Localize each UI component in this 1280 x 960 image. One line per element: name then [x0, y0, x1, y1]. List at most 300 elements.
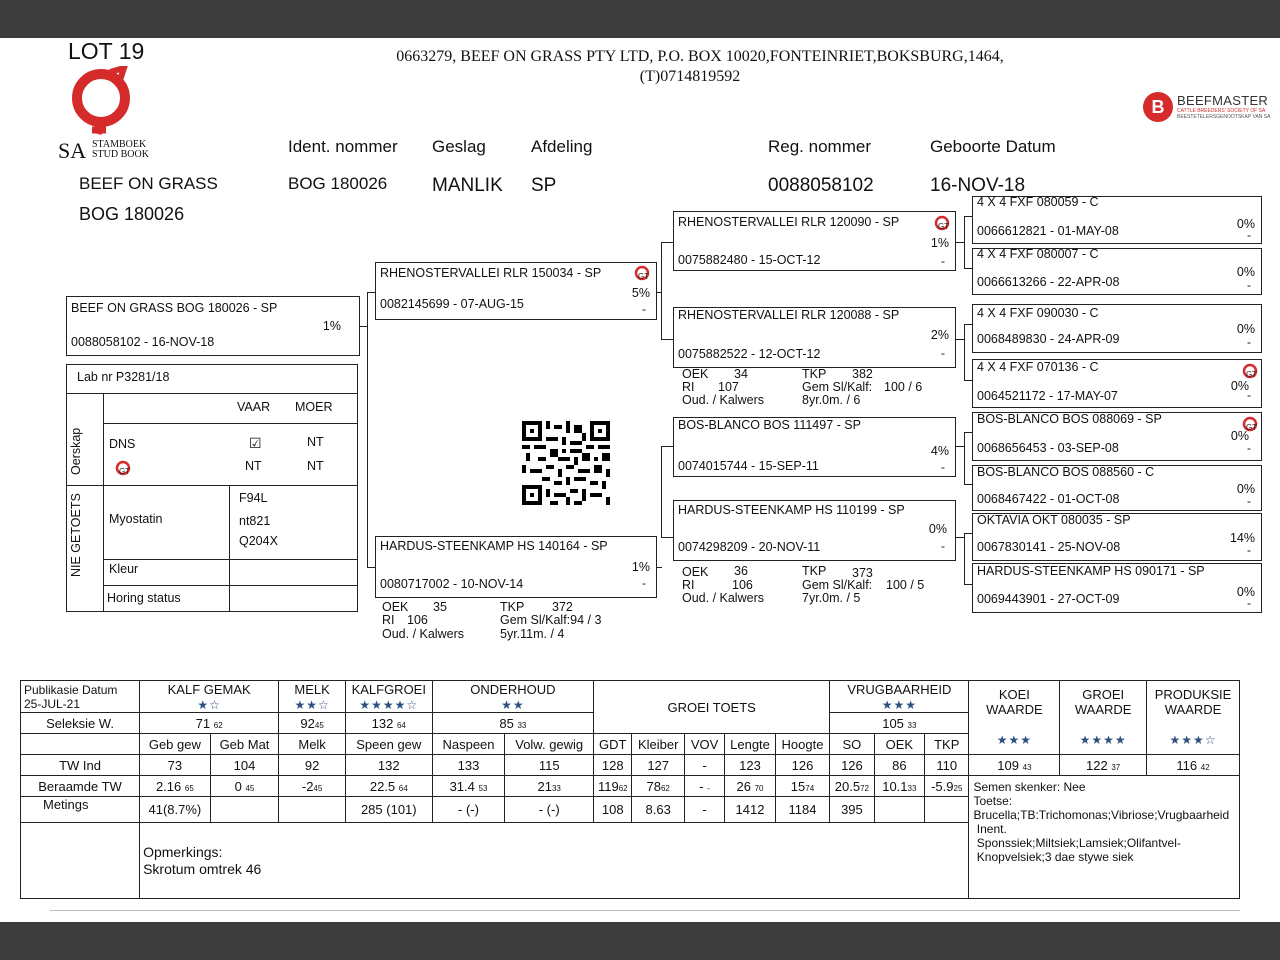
pub-label: Publikasie Datum: [24, 682, 118, 697]
dam-box: [375, 536, 657, 598]
btw-value: [830, 776, 874, 797]
lab-divider-4: [103, 559, 357, 560]
dam-tkp-label: TKP: [500, 600, 525, 614]
gp-gem-label: Gem Sl/Kalf:: [802, 578, 873, 592]
bottom-dark-bar: [0, 922, 1280, 960]
connector-line: [661, 242, 662, 340]
performance-table: [20, 680, 1240, 899]
accuracy: 70: [754, 783, 764, 793]
grandparent-box: [673, 417, 956, 477]
tw-value: 115: [505, 755, 594, 776]
accuracy: 37: [1111, 762, 1121, 772]
lab-divider: [67, 393, 357, 394]
tw-index: [969, 755, 1060, 776]
toetse-line: Knopvelsiek;3 dae stywe siek: [976, 850, 1134, 864]
ggp-dash: -: [1247, 596, 1251, 610]
svg-text:GT: GT: [1246, 423, 1258, 432]
stars-rating: ★★☆: [294, 697, 330, 712]
pub-date-cell: [21, 681, 140, 713]
tw-value: 104: [210, 755, 279, 776]
grandparent-name: HARDUS-STEENKAMP HS 110199 - SP: [678, 503, 905, 517]
seleksie-value: [345, 713, 432, 734]
value: 10.1: [882, 778, 908, 794]
ggp-pct: 0%: [1236, 217, 1255, 231]
svg-text:GT: GT: [1246, 370, 1258, 379]
met-value: [279, 797, 346, 823]
kalfgroei-head: [345, 681, 432, 713]
col-head: Hoogte: [775, 734, 829, 755]
myo-value-1: F94L: [239, 491, 268, 505]
great-grandparent-box: [972, 465, 1262, 511]
value: 0: [234, 778, 242, 794]
subject-pct: 1%: [322, 319, 341, 333]
met-value: [925, 797, 969, 823]
gp-tkp: 373: [852, 566, 873, 580]
toetse-line: Sponssiek;Miltsiek;Lamsiek;Olifantvel-: [976, 836, 1181, 850]
dns-label: DNS: [109, 437, 136, 451]
animal-section: SP: [531, 175, 557, 196]
connector-line: [367, 567, 375, 568]
col-head: Speen gew: [345, 734, 432, 755]
tw-index: [1147, 755, 1240, 776]
gt-moer: NT: [307, 459, 324, 473]
lab-vcol-2: [229, 485, 230, 611]
stars-rating: ★★★★☆: [359, 697, 419, 712]
ggp-pct: 0%: [1236, 482, 1255, 496]
dam-oud-label: Oud. / Kalwers: [382, 627, 464, 641]
grandparent-reg: 0075882522 - 12-OCT-12: [678, 347, 821, 361]
gp-gem: 100 / 6: [884, 380, 923, 394]
btw-value: [632, 776, 684, 797]
gp-stats-1: [682, 368, 942, 410]
met-value: 1412: [725, 797, 775, 823]
melk-head: [279, 681, 346, 713]
beefmaster-sub-1: CATTLE BREEDERS' SOCIETY OF SA: [1177, 108, 1266, 114]
gp-oud-label: Oud. / Kalwers: [682, 393, 764, 407]
nie-getoets-label: NIE GETOETS: [69, 493, 83, 577]
dam-oek: 35: [433, 600, 447, 614]
dam-pct: 1%: [631, 560, 650, 574]
value: 85: [499, 715, 514, 731]
gp-gem: 100 / 5: [886, 578, 925, 592]
semen-toetse-cell: [969, 776, 1240, 899]
index-name-2: WAARDE: [1074, 702, 1132, 717]
seleksie-label: Seleksie W.: [21, 713, 140, 734]
connector-line: [661, 242, 673, 243]
subject-reg: 0088058102 - 16-NOV-18: [71, 335, 215, 349]
ggp-reg: 0064521172 - 17-MAY-07: [977, 389, 1118, 403]
met-value: 1184: [775, 797, 829, 823]
btw-value: [505, 776, 594, 797]
sa-logo-studbook: STUD BOOK: [92, 149, 149, 160]
gt-logo-icon: [634, 265, 650, 283]
accuracy: 33: [907, 783, 917, 793]
met-value: 41(8.7%): [140, 797, 211, 823]
gp-tkp-label: TKP: [802, 367, 827, 381]
ggp-pct: 0%: [1236, 322, 1255, 336]
great-grandparent-box: [972, 248, 1262, 295]
onderhoud-head: [432, 681, 593, 713]
gp-ri: 106: [732, 578, 753, 592]
sa-logo-letters: SA: [58, 138, 87, 163]
overskap-label: Oerskap: [69, 427, 83, 475]
tw-value: 86: [874, 755, 924, 776]
value: 31.4: [449, 778, 475, 794]
grandparent-pct: 1%: [930, 236, 949, 250]
met-value: 395: [830, 797, 874, 823]
animal-dob: 16-NOV-18: [930, 175, 1026, 196]
accuracy: 45: [314, 720, 324, 730]
col-head: Volw. gewig: [505, 734, 594, 755]
gp-ri: 107: [718, 380, 739, 394]
animal-sex: MANLIK: [432, 175, 503, 196]
tw-value: 133: [432, 755, 505, 776]
ggp-reg: 0066613266 - 22-APR-08: [977, 275, 1120, 289]
grandparent-dash: -: [941, 460, 945, 474]
lab-divider-3: [103, 423, 357, 424]
sa-logo-stamboek: STAMBOEK: [92, 139, 147, 150]
lab-vcol: [103, 393, 104, 611]
grandparent-box: [673, 307, 956, 368]
great-grandparent-box: [972, 563, 1262, 613]
tw-value: 73: [140, 755, 211, 776]
animal-reg: 0088058102: [768, 175, 874, 196]
ggp-dash: -: [1247, 388, 1251, 402]
gt-logo-icon: [934, 215, 950, 233]
grandparent-name: RHENOSTERVALLEI RLR 120088 - SP: [678, 308, 900, 322]
met-value: [210, 797, 279, 823]
btw-value: [725, 776, 775, 797]
empty-cell: [21, 734, 140, 755]
value: 71: [195, 715, 211, 731]
value: 132: [371, 715, 394, 731]
accuracy: 33: [517, 720, 527, 730]
grandparent-name: BOS-BLANCO BOS 111497 - SP: [678, 418, 861, 432]
accuracy: 33: [907, 720, 917, 730]
connector-line: [367, 292, 375, 293]
stars-rating: ★★: [501, 697, 525, 712]
value: 2.16: [155, 778, 182, 794]
value: 21: [537, 778, 552, 794]
seleksie-value: [140, 713, 279, 734]
label-reg: Reg. nommer: [768, 137, 871, 156]
tw-value: -: [684, 755, 724, 776]
kalf-gemak-head: [140, 681, 279, 713]
grandparent-reg: 0074298209 - 20-NOV-11: [678, 540, 821, 554]
gt-vaar: NT: [245, 459, 262, 473]
ggp-name: BOS-BLANCO BOS 088560 - C: [977, 465, 1155, 479]
dam-name: HARDUS-STEENKAMP HS 140164 - SP: [380, 539, 608, 553]
group-name: KALFGROEI: [351, 681, 426, 697]
tw-value: 128: [594, 755, 632, 776]
connector-line: [661, 446, 662, 538]
lot-number: LOT 19: [68, 38, 145, 64]
grandparent-name: RHENOSTERVALLEI RLR 120090 - SP: [678, 215, 900, 229]
accuracy: 43: [1022, 762, 1032, 772]
value: 119: [597, 778, 619, 794]
grandparent-pct: 4%: [930, 444, 949, 458]
met-value: -: [684, 797, 724, 823]
accuracy: 33: [551, 783, 561, 793]
gp-oek-label: OEK: [682, 367, 709, 381]
ggp-pct: 0%: [1230, 379, 1249, 393]
ggp-name: OKTAVIA OKT 080035 - SP: [977, 513, 1131, 527]
ggp-name: BOS-BLANCO BOS 088069 - SP: [977, 412, 1162, 426]
tw-value: 123: [725, 755, 775, 776]
koei-waarde-head: [969, 681, 1060, 755]
tw-value: 92: [279, 755, 346, 776]
btw-value: [279, 776, 346, 797]
gp-ri-label: RI: [682, 380, 695, 394]
sire-reg: 0082145699 - 07-AUG-15: [380, 297, 524, 311]
ggp-reg: 0068656453 - 03-SEP-08: [977, 441, 1119, 455]
grandparent-box: [673, 211, 956, 271]
sire-dash: -: [642, 302, 646, 316]
beefmaster-logo: [1143, 92, 1273, 124]
accuracy: 53: [478, 783, 488, 793]
grandparent-dash: -: [941, 539, 945, 553]
ggp-dash: -: [1247, 335, 1251, 349]
accuracy: 42: [1200, 762, 1210, 772]
myostatin-label: Myostatin: [109, 512, 163, 526]
col-head: Geb Mat: [210, 734, 279, 755]
met-value: - (-): [505, 797, 594, 823]
dam-age: 5yr.11m. / 4: [500, 627, 565, 641]
group-name: VRUGBAARHEID: [847, 681, 952, 697]
accuracy: 74: [805, 783, 815, 793]
groei-toets-head: GROEI TOETS: [594, 681, 830, 734]
lab-number: Lab nr P3281/18: [77, 370, 170, 384]
sa-stamboek-logo: [58, 66, 158, 161]
group-name: ONDERHOUD: [470, 681, 556, 697]
gp-oek-label: OEK: [682, 565, 709, 579]
col-head: Kleiber: [632, 734, 684, 755]
accuracy: 45: [245, 783, 255, 793]
value: 122: [1086, 757, 1108, 773]
btw-label: Beraamde TW: [21, 776, 140, 797]
dam-gem: Gem Sl/Kalf:94 / 3: [500, 613, 602, 627]
met-value: 285 (101): [345, 797, 432, 823]
grandparent-reg: 0074015744 - 15-SEP-11: [678, 459, 819, 473]
ggp-pct: 0%: [1236, 585, 1255, 599]
connector-line: [964, 216, 965, 269]
ggp-pct: 0%: [1236, 265, 1255, 279]
btw-value: [925, 776, 969, 797]
ggp-name: 4 X 4 FXF 090030 - C: [977, 306, 1099, 320]
lab-divider-2: [67, 485, 357, 486]
toetse-line: Brucella;TB:Trichomonas;Vibriose;Vrugbaarheid: [973, 808, 1230, 822]
ggp-pct: 0%: [1230, 429, 1249, 443]
accuracy: -: [707, 783, 710, 793]
stars-rating: ★★★: [996, 733, 1032, 747]
value: 22.5: [369, 778, 396, 794]
col-head: Geb gew: [140, 734, 211, 755]
accuracy: 45: [313, 783, 323, 793]
dns-moer: NT: [307, 435, 324, 449]
pub-date: 25-JUL-21: [24, 696, 81, 711]
col-head: Melk: [279, 734, 346, 755]
value: 92: [300, 715, 315, 731]
vaar-header: VAAR: [237, 400, 271, 414]
value: 15: [790, 778, 806, 794]
value: 109: [997, 757, 1019, 773]
ggp-dash: -: [1247, 543, 1251, 557]
gp-stats-2: [682, 565, 942, 607]
index-name: GROEI: [1082, 687, 1125, 702]
dam-stats: [382, 600, 642, 642]
empty-cell: [21, 823, 140, 899]
gp-gem-label: Gem Sl/Kalf:: [802, 380, 873, 394]
accuracy: 62: [618, 783, 628, 793]
gp-tkp: 382: [852, 367, 873, 381]
breeder-name: BEEF ON GRASS: [79, 174, 218, 193]
ggp-reg: 0068467422 - 01-OCT-08: [977, 492, 1120, 506]
owner-line-1: 0663279, BEEF ON GRASS PTY LTD, P.O. BOX 10020,FONTEINRIET,BOKSBURG,1464,: [396, 48, 1004, 65]
dam-reg: 0080717002 - 10-NOV-14: [380, 577, 524, 591]
connector-line: [661, 446, 673, 447]
col-head: SO: [830, 734, 874, 755]
accuracy: 25: [953, 783, 963, 793]
opmerkings-label: Opmerkings:: [143, 843, 223, 860]
ggp-reg: 0068489830 - 24-APR-09: [977, 332, 1120, 346]
btw-value: [874, 776, 924, 797]
ggp-dash: -: [1247, 278, 1251, 292]
connector-line: [964, 533, 965, 585]
value: 78: [646, 778, 661, 794]
value: 26: [736, 778, 751, 794]
group-name: MELK: [294, 681, 330, 697]
ggp-reg: 0067830141 - 25-NOV-08: [977, 540, 1121, 554]
svg-text:GT: GT: [119, 467, 131, 476]
sire-pct: 5%: [631, 286, 650, 300]
ggp-pct: 14%: [1229, 531, 1255, 545]
met-value: - (-): [432, 797, 505, 823]
grandparent-dash: -: [941, 346, 945, 360]
grandparent-reg: 0075882480 - 15-OCT-12: [678, 253, 821, 267]
moer-header: MOER: [295, 400, 333, 414]
gp-ri-label: RI: [682, 578, 695, 592]
tw-value: 132: [345, 755, 432, 776]
ggp-name: 4 X 4 FXF 080007 - C: [977, 247, 1099, 261]
opmerkings-cell: [140, 823, 969, 899]
tw-value: 110: [925, 755, 969, 776]
col-head: GDT: [594, 734, 632, 755]
ggp-reg: 0069443901 - 27-OCT-09: [977, 592, 1120, 606]
sire-name: RHENOSTERVALLEI RLR 150034 - SP: [380, 266, 602, 280]
footer-rule: [50, 910, 1240, 911]
tw-index: [1060, 755, 1147, 776]
great-grandparent-box: [972, 196, 1262, 244]
ggp-reg: 0066612821 - 01-MAY-08: [977, 224, 1119, 238]
index-name: KOEI: [998, 687, 1030, 702]
opmerkings-text: Skrotum omtrek 46: [143, 860, 262, 877]
connector-line: [661, 537, 673, 538]
dam-dash: -: [642, 576, 646, 590]
connector-line: [964, 432, 965, 485]
gp-oud-label: Oud. / Kalwers: [682, 591, 764, 605]
value: 20.5: [834, 778, 861, 794]
accuracy: 65: [184, 783, 194, 793]
top-dark-bar: [0, 0, 1280, 38]
met-value: [874, 797, 924, 823]
beefmaster-emblem-icon: B: [1143, 92, 1173, 122]
animal-ident: BOG 180026: [288, 174, 388, 193]
accuracy: 62: [213, 720, 223, 730]
accuracy: 62: [660, 783, 670, 793]
produksie-waarde-head: [1147, 681, 1240, 755]
svg-text:GT: GT: [938, 222, 950, 231]
gp-oek: 36: [734, 564, 748, 578]
btw-value: [140, 776, 211, 797]
grandparent-pct: 2%: [930, 328, 949, 342]
tw-label: TW Ind: [21, 755, 140, 776]
col-head: Lengte: [725, 734, 775, 755]
dam-oek-label: OEK: [382, 600, 409, 614]
gp-age: 8yr.0m. / 6: [802, 393, 861, 407]
toetse-label: Toetse:: [973, 794, 1013, 808]
qr-code: [522, 421, 610, 505]
col-head: TKP: [925, 734, 969, 755]
grandparent-pct: 0%: [928, 522, 947, 536]
seleksie-value: [830, 713, 969, 734]
myo-value-2: nt821: [239, 514, 271, 528]
svg-text:GT: GT: [638, 272, 650, 281]
beefmaster-sub-2: BEESTETELERSGENOOTSKAP VAN SA: [1177, 114, 1271, 120]
tw-value: 126: [775, 755, 829, 776]
btw-value: [345, 776, 432, 797]
lab-results-box: [66, 364, 358, 612]
vrugbaarheid-head: [830, 681, 969, 713]
tw-value: 126: [830, 755, 874, 776]
gp-age: 7yr.0m. / 5: [802, 591, 861, 605]
tw-value: 127: [632, 755, 684, 776]
subject-name: BEEF ON GRASS BOG 180026 - SP: [71, 301, 278, 315]
groei-waarde-head: [1060, 681, 1147, 755]
owner-line-2: (T)0714819592: [639, 68, 741, 85]
subject-box: [66, 296, 360, 356]
col-head: Naspeen: [432, 734, 505, 755]
value: 105: [882, 715, 904, 731]
met-value: 108: [594, 797, 632, 823]
stamboek-emblem-icon: [58, 66, 158, 136]
dam-ri-label: RI: [382, 613, 395, 627]
index-name: PRODUKSIE: [1154, 687, 1232, 702]
gp-tkp-label: TKP: [802, 564, 827, 578]
ggp-name: HARDUS-STEENKAMP HS 090171 - SP: [977, 564, 1205, 578]
value: -: [699, 778, 704, 794]
label-sex: Geslag: [432, 137, 486, 156]
animal-ident-code: BOG 180026: [79, 204, 185, 224]
group-name: KALF GEMAK: [167, 681, 251, 697]
checkbox-icon: ☑: [249, 435, 262, 451]
index-name-2: WAARDE: [986, 702, 1043, 717]
stars-rating: ★★★☆: [1169, 733, 1217, 747]
btw-value: [775, 776, 829, 797]
col-head: VOV: [684, 734, 724, 755]
beefmaster-title: BEEFMASTER: [1177, 93, 1269, 108]
label-dob: Geboorte Datum: [930, 137, 1056, 156]
value: -5.9: [931, 778, 954, 794]
connector-line: [661, 339, 673, 340]
seleksie-value: [432, 713, 593, 734]
great-grandparent-box: [972, 513, 1262, 561]
ggp-dash: -: [1247, 494, 1251, 508]
kleur-label: Kleur: [109, 562, 139, 576]
connector-line: [367, 292, 368, 568]
accuracy: 64: [396, 720, 406, 730]
accuracy: 72: [860, 783, 870, 793]
great-grandparent-box: [972, 412, 1262, 461]
